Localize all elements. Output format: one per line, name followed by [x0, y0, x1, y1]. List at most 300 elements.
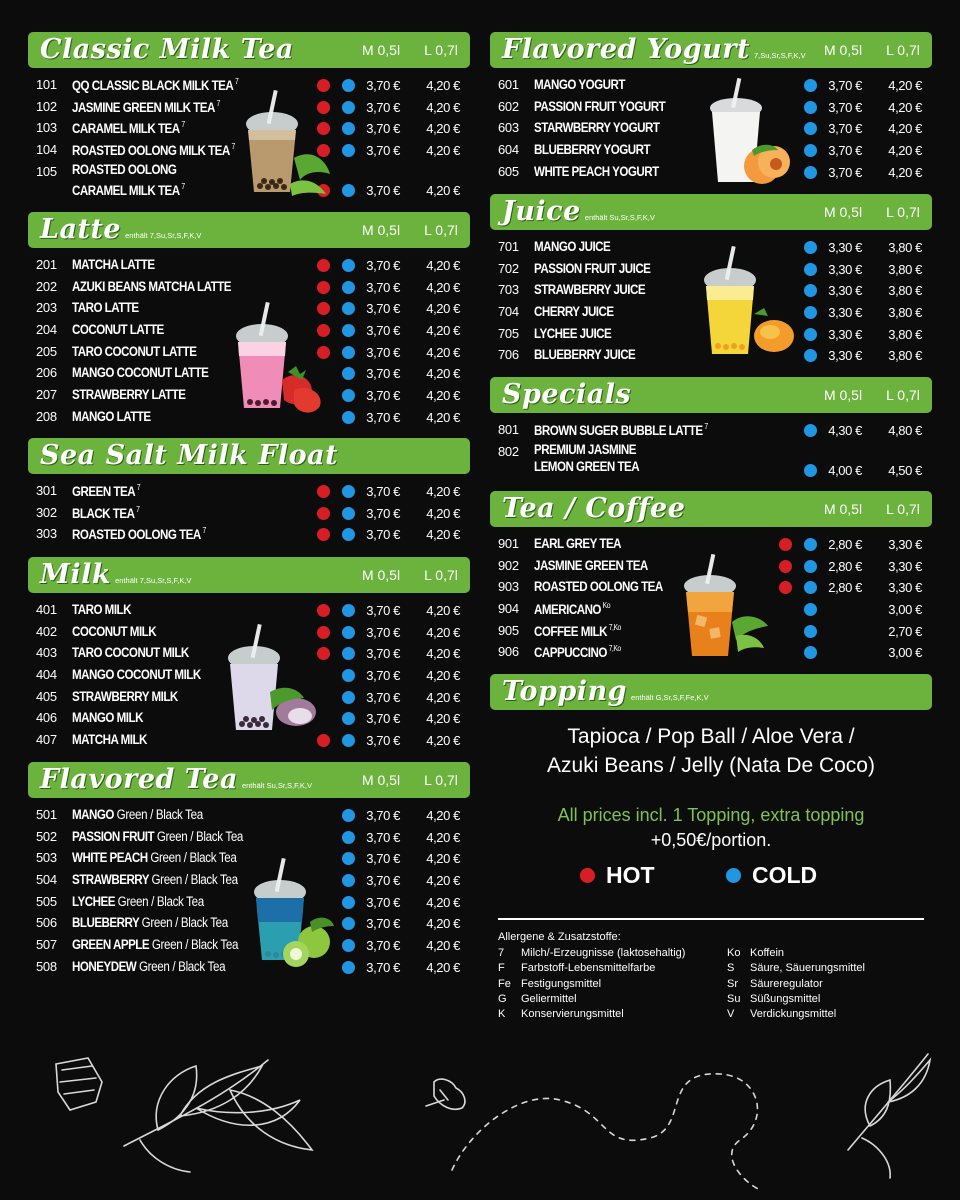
item-number: 706 — [498, 347, 519, 363]
menu-item — [28, 599, 470, 621]
item-name — [72, 829, 243, 844]
item-name-text: LYCHEE — [72, 893, 115, 909]
item-name — [72, 807, 203, 822]
price-large: 4,20 € — [426, 851, 460, 867]
legend-hot-label: HOT — [606, 862, 655, 888]
legend-cold — [726, 862, 817, 889]
allergen-title: Allergene & Zusatzstoffe: — [498, 931, 621, 943]
blue-dot-icon — [342, 896, 355, 909]
menu-item — [28, 912, 470, 934]
price-medium: 3,70 € — [366, 894, 400, 910]
price-medium: 2,80 € — [828, 558, 862, 574]
section-title — [40, 764, 312, 795]
price-medium: 3,70 € — [366, 959, 400, 975]
section-flavored-tea — [28, 762, 470, 978]
item-variant: Green / Black Tea — [151, 937, 239, 953]
size-m-label: M 0,5l — [361, 772, 401, 788]
size-m-label: M 0,5l — [361, 42, 401, 58]
item-name — [72, 483, 140, 499]
price-large: 4,20 € — [426, 323, 460, 339]
item-number: 206 — [36, 365, 57, 381]
section-title-text: Flavored Yogurt — [502, 34, 750, 65]
item-name-text: AZUKI BEANS MATCHA LATTE — [72, 278, 231, 294]
section-sea-salt-milk-float — [28, 438, 470, 545]
item-variant: Green / Black Tea — [141, 915, 228, 931]
price-medium: 3,70 € — [366, 527, 400, 543]
item-name — [72, 624, 156, 639]
mango-juice-cup-illustration — [698, 244, 798, 360]
item-name — [534, 579, 663, 594]
item-name — [72, 959, 225, 974]
price-medium: 3,70 € — [366, 99, 400, 115]
item-variant: Green / Black Tea — [151, 872, 238, 888]
item-number: 605 — [498, 163, 519, 179]
item-name-text: GREEN APPLE — [72, 937, 150, 953]
section-title-text: Specials — [502, 379, 632, 410]
item-name — [534, 601, 610, 617]
legend-cold-label: COLD — [752, 862, 818, 888]
allergen-code: S — [727, 962, 735, 975]
price-large: 4,20 € — [888, 78, 922, 93]
item-name — [72, 99, 220, 115]
allergen-description: Säureregulator — [750, 977, 823, 990]
section-header — [28, 32, 470, 68]
menu-item-list — [28, 480, 470, 545]
strawberry-latte-cup-illustration — [232, 300, 328, 418]
price-medium: 3,70 € — [366, 646, 400, 662]
item-name-text: TARO COCONUT MILK — [72, 645, 189, 661]
price-medium: 3,70 € — [366, 668, 400, 684]
price-large: 4,20 € — [426, 78, 460, 93]
item-number: 602 — [498, 98, 519, 114]
item-number: 207 — [36, 387, 57, 403]
section-topping — [490, 674, 932, 716]
allergen-superscript: 7 — [234, 77, 239, 86]
price-medium: 3,70 € — [366, 78, 400, 93]
menu-item — [28, 956, 470, 978]
item-name-text-line-2: LEMON GREEN TEA — [534, 458, 640, 474]
allergen-note: enthält Su,Sr,S,F,K,V — [241, 781, 313, 790]
item-number: 407 — [36, 732, 57, 748]
item-name-text: ROASTED OOLONG TEA — [534, 579, 663, 595]
price-medium: 3,70 € — [366, 344, 400, 360]
section-title-text: Milk — [40, 559, 112, 590]
blue-dot-icon — [804, 328, 817, 341]
item-name-text: COCONUT LATTE — [72, 322, 164, 338]
item-name-text: STRAWBERRY LATTE — [72, 387, 186, 403]
red-dot-icon — [317, 281, 330, 294]
price-medium: 3,70 € — [366, 689, 400, 705]
price-medium: 3,70 € — [366, 182, 400, 198]
section-header — [28, 762, 470, 798]
item-number: 301 — [36, 483, 57, 498]
price-large: 4,80 € — [888, 423, 922, 438]
item-name-text: STARWBERRY YOGURT — [534, 120, 660, 136]
section-title — [40, 559, 191, 590]
allergen-superscript: Ko — [602, 601, 611, 611]
menu-item — [28, 254, 470, 276]
item-number: 507 — [36, 937, 57, 953]
item-name — [534, 347, 635, 362]
price-large: 4,20 € — [426, 733, 460, 749]
blue-dot-icon — [342, 324, 355, 337]
price-medium: 3,70 € — [366, 938, 400, 954]
size-l-label: L 0,7l — [886, 204, 920, 220]
section-title-text: Classic Milk Tea — [40, 34, 294, 65]
item-name — [72, 344, 196, 359]
blue-dot-icon — [804, 79, 817, 92]
item-name — [72, 732, 147, 747]
section-header — [28, 212, 470, 248]
blue-dot-icon — [342, 259, 355, 272]
item-number: 402 — [36, 623, 57, 639]
item-number: 703 — [498, 282, 519, 298]
price-large: 4,20 € — [426, 258, 460, 273]
item-name — [534, 558, 648, 573]
price-medium: 3,30 € — [828, 283, 862, 299]
section-specials — [490, 377, 932, 481]
price-medium: 3,70 € — [366, 711, 400, 727]
blue-dot-icon — [342, 485, 355, 498]
item-variant: Green / Black Tea — [138, 958, 226, 974]
price-large: 3,80 € — [888, 283, 922, 299]
allergen-note: 7,Su,Sr,S,F,K,V — [753, 51, 806, 60]
menu-item-list — [490, 419, 932, 481]
item-name-text: STRAWBERRY JUICE — [534, 282, 646, 298]
item-number: 302 — [36, 504, 57, 520]
item-name-text: PASSION FRUIT JUICE — [534, 260, 651, 276]
price-medium: 3,70 € — [828, 78, 862, 93]
red-dot-icon — [580, 868, 595, 883]
section-header — [490, 674, 932, 710]
price-large: 4,20 € — [426, 603, 460, 618]
item-name-text: CARAMEL MILK TEA — [72, 121, 180, 137]
item-name-text: BROWN SUGER BUBBLE LATTE — [534, 423, 703, 438]
price-large: 3,80 € — [888, 326, 922, 342]
item-name-text: MATCHA MILK — [72, 732, 147, 748]
item-name-text: MATCHA LATTE — [72, 257, 155, 272]
item-name — [72, 505, 139, 521]
item-name — [72, 689, 178, 704]
allergen-code: G — [498, 992, 507, 1005]
size-l-label: L 0,7l — [886, 42, 920, 58]
allergen-description: Süßungsmittel — [750, 992, 821, 1005]
size-m-label: M 0,5l — [823, 204, 863, 220]
temperature-legend — [580, 862, 880, 892]
price-medium: 3,70 € — [366, 484, 400, 499]
item-number: 705 — [498, 325, 519, 341]
blue-dot-icon — [804, 101, 817, 114]
blue-dot-icon — [342, 712, 355, 725]
item-name-text: BLUEBERRY JUICE — [534, 347, 636, 363]
size-l-label: L 0,7l — [424, 222, 458, 238]
section-header — [28, 557, 470, 593]
milk-tea-cup-illustration — [242, 88, 334, 200]
price-large: 4,20 € — [888, 121, 922, 137]
green-apple-tea-cup-illustration — [250, 856, 342, 968]
item-name-text: CAPPUCCINO — [534, 645, 607, 661]
allergen-superscript: 7 — [136, 504, 140, 514]
price-large: 4,20 € — [426, 646, 460, 662]
section-title-text: Juice — [502, 196, 581, 227]
item-name — [72, 77, 238, 93]
item-variant: Green / Black Tea — [116, 807, 203, 822]
blue-dot-icon — [726, 868, 741, 883]
item-number: 508 — [36, 958, 57, 974]
size-l-label: L 0,7l — [886, 501, 920, 517]
price-large: 4,20 € — [426, 366, 460, 382]
blue-dot-icon — [342, 281, 355, 294]
item-number: 903 — [498, 579, 519, 595]
menu-item-list — [28, 804, 470, 978]
price-medium: 3,70 € — [366, 388, 400, 404]
item-name — [534, 644, 621, 660]
allergen-superscript: 7 — [181, 181, 185, 191]
tea-leaf-branch-sketch-icon — [124, 1060, 312, 1172]
price-medium: 4,00 € — [828, 462, 862, 478]
item-name — [534, 623, 621, 639]
item-number: 905 — [498, 622, 519, 638]
divider — [498, 918, 924, 920]
price-large: 4,20 € — [426, 894, 460, 910]
item-name — [534, 239, 610, 254]
section-title — [502, 676, 709, 707]
item-name — [72, 602, 131, 617]
price-large: 4,20 € — [426, 505, 460, 521]
size-m-label: M 0,5l — [823, 42, 863, 58]
allergen-superscript: 7 — [216, 98, 220, 108]
price-large: 4,20 € — [426, 938, 460, 954]
red-dot-icon — [779, 560, 792, 573]
item-number: 904 — [498, 601, 519, 617]
price-medium: 3,70 € — [828, 121, 862, 137]
item-number: 201 — [36, 257, 57, 272]
blue-dot-icon — [804, 144, 817, 157]
price-large: 4,20 € — [426, 624, 460, 640]
item-name — [72, 850, 237, 865]
price-medium: 3,70 € — [366, 733, 400, 749]
price-large: 4,20 € — [426, 279, 460, 295]
price-large: 4,20 € — [426, 668, 460, 684]
item-variant: Green / Black Tea — [117, 893, 204, 909]
item-name — [534, 304, 614, 319]
item-name — [534, 77, 625, 92]
price-large: 4,20 € — [426, 99, 460, 115]
item-number: 404 — [36, 667, 57, 683]
item-number: 801 — [498, 422, 519, 437]
price-large: 4,20 € — [426, 143, 460, 159]
menu-item — [490, 441, 932, 481]
blue-dot-icon — [342, 626, 355, 639]
red-dot-icon — [317, 604, 330, 617]
price-medium: 3,70 € — [366, 121, 400, 137]
allergen-code: K — [498, 1008, 506, 1021]
item-name-text: EARL GREY TEA — [534, 536, 622, 551]
item-name — [534, 120, 659, 135]
item-name — [72, 645, 189, 660]
item-name — [72, 365, 208, 380]
item-number: 102 — [36, 98, 57, 114]
item-number: 203 — [36, 300, 57, 316]
price-large: 4,20 € — [426, 916, 460, 932]
allergen-note: enthält 7,Su,Sr,S,F,K,V — [115, 576, 192, 585]
item-name — [72, 142, 235, 158]
menu-item — [28, 480, 470, 502]
topping-options-text — [490, 722, 932, 780]
item-name-text: JASMINE GREEN MILK TEA — [72, 99, 215, 115]
peach-yogurt-cup-illustration — [704, 76, 796, 188]
blue-dot-icon — [342, 184, 355, 197]
blue-dot-icon — [804, 424, 817, 437]
item-number: 406 — [36, 710, 57, 726]
allergen-description: Geliermittel — [521, 992, 577, 1005]
item-name-text: HONEYDEW — [72, 958, 137, 974]
item-name-text-line-2: CARAMEL MILK TEA — [72, 182, 180, 198]
blue-dot-icon — [804, 306, 817, 319]
red-dot-icon — [317, 485, 330, 498]
section-title-text: Flavored Tea — [40, 764, 238, 795]
price-medium: 3,70 € — [366, 829, 400, 845]
item-variant: Green / Black Tea — [150, 850, 237, 866]
item-number: 901 — [498, 536, 519, 551]
blue-dot-icon — [342, 79, 355, 92]
menu-item — [490, 419, 932, 441]
item-name — [72, 526, 206, 542]
item-name-text: BLUEBERRY — [72, 915, 139, 931]
size-m-label: M 0,5l — [823, 501, 863, 517]
price-large: 3,00 € — [888, 602, 922, 618]
allergen-superscript: 7 — [181, 120, 185, 130]
blue-dot-icon — [342, 604, 355, 617]
price-medium: 3,70 € — [828, 164, 862, 180]
blue-dot-icon — [342, 939, 355, 952]
section-title — [40, 214, 201, 245]
price-large: 4,20 € — [426, 873, 460, 889]
blue-dot-icon — [342, 874, 355, 887]
item-name-text: GREEN TEA — [72, 484, 136, 499]
blue-dot-icon — [804, 284, 817, 297]
item-number: 604 — [498, 142, 519, 158]
price-large: 4,20 € — [426, 711, 460, 727]
item-name — [534, 536, 621, 551]
size-m-label: M 0,5l — [361, 222, 401, 238]
price-medium: 3,70 € — [366, 143, 400, 159]
item-name — [534, 282, 645, 297]
blue-dot-icon — [342, 831, 355, 844]
tea-flower-sketch-icon — [426, 1079, 465, 1109]
item-number: 504 — [36, 872, 57, 888]
item-name-text: PASSION FRUIT — [72, 828, 155, 844]
section-header — [490, 377, 932, 413]
item-name-text: MANGO YOGURT — [534, 77, 625, 92]
item-name — [72, 322, 164, 337]
item-number: 704 — [498, 304, 519, 320]
item-number: 405 — [36, 688, 57, 704]
item-name-text: STRAWBERRY MILK — [72, 688, 178, 704]
blue-dot-icon — [804, 122, 817, 135]
item-number: 906 — [498, 644, 519, 660]
item-number: 505 — [36, 893, 57, 909]
price-medium: 3,70 € — [366, 279, 400, 295]
item-number: 303 — [36, 526, 57, 542]
section-title — [502, 196, 655, 227]
price-large: 4,20 € — [888, 143, 922, 159]
item-name — [72, 872, 238, 887]
blue-dot-icon — [804, 464, 817, 477]
price-large: 4,20 € — [426, 344, 460, 360]
blue-dot-icon — [804, 625, 817, 638]
blue-dot-icon — [804, 560, 817, 573]
price-medium: 3,70 € — [366, 323, 400, 339]
section-title-text: Tea / Coffee — [502, 493, 686, 524]
item-name — [72, 710, 143, 725]
price-medium: 3,30 € — [828, 305, 862, 321]
price-large: 3,30 € — [888, 558, 922, 574]
item-name-text: QQ CLASSIC BLACK MILK TEA — [72, 78, 234, 93]
red-dot-icon — [317, 528, 330, 541]
item-number: 502 — [36, 828, 57, 844]
price-large: 4,20 € — [426, 182, 460, 198]
blue-dot-icon — [804, 603, 817, 616]
item-number: 506 — [36, 915, 57, 931]
price-large: 3,00 € — [888, 645, 922, 661]
item-name-text: COFFEE MILK — [534, 623, 608, 639]
blue-dot-icon — [342, 669, 355, 682]
price-medium: 3,70 € — [366, 808, 400, 823]
blue-dot-icon — [804, 646, 817, 659]
allergen-code: Fe — [498, 977, 511, 990]
section-title — [502, 493, 685, 524]
item-number: 503 — [36, 850, 57, 866]
menu-item — [28, 891, 470, 913]
price-medium: 3,30 € — [828, 348, 862, 364]
topping-line-1: Tapioca / Pop Ball / Aloe Vera / — [567, 725, 855, 748]
taro-milk-cup-illustration — [224, 622, 322, 738]
blue-dot-icon — [342, 411, 355, 424]
price-large: 4,20 € — [426, 388, 460, 404]
red-dot-icon — [779, 538, 792, 551]
allergen-note: enthält 7,Su,Sr,S,F,K,V — [125, 231, 202, 240]
blue-dot-icon — [804, 349, 817, 362]
blue-dot-icon — [342, 101, 355, 114]
price-medium: 3,70 € — [366, 258, 400, 273]
item-number: 103 — [36, 120, 57, 136]
price-large: 4,20 € — [426, 808, 460, 823]
section-title-text: Sea Salt Milk Float — [40, 440, 339, 471]
price-large: 2,70 € — [888, 623, 922, 639]
item-name-text: PASSION FRUIT YOGURT — [534, 98, 666, 114]
price-note-line-2: +0,50€/portion. — [650, 830, 772, 850]
section-header — [490, 194, 932, 230]
section-title — [40, 440, 338, 471]
allergen-code: Ko — [727, 947, 741, 959]
item-number: 702 — [498, 260, 519, 276]
size-l-label: L 0,7l — [424, 567, 458, 583]
price-large: 4,20 € — [426, 527, 460, 543]
section-title — [502, 34, 806, 65]
blue-dot-icon — [342, 852, 355, 865]
blue-dot-icon — [804, 581, 817, 594]
legend-hot — [580, 862, 655, 889]
item-variant: Green / Black Tea — [156, 828, 244, 844]
price-large: 3,30 € — [888, 580, 922, 596]
item-name-text: PREMIUM JASMINE — [534, 441, 636, 457]
allergen-description: Milch/-Erzeugnisse (laktosehaltig) — [521, 947, 686, 959]
item-name-text: JASMINE GREEN TEA — [534, 557, 648, 573]
price-note-line-1: All prices incl. 1 Topping, extra topping — [557, 805, 865, 825]
price-large: 4,50 € — [888, 462, 922, 478]
allergen-description: Festigungsmittel — [521, 977, 602, 990]
